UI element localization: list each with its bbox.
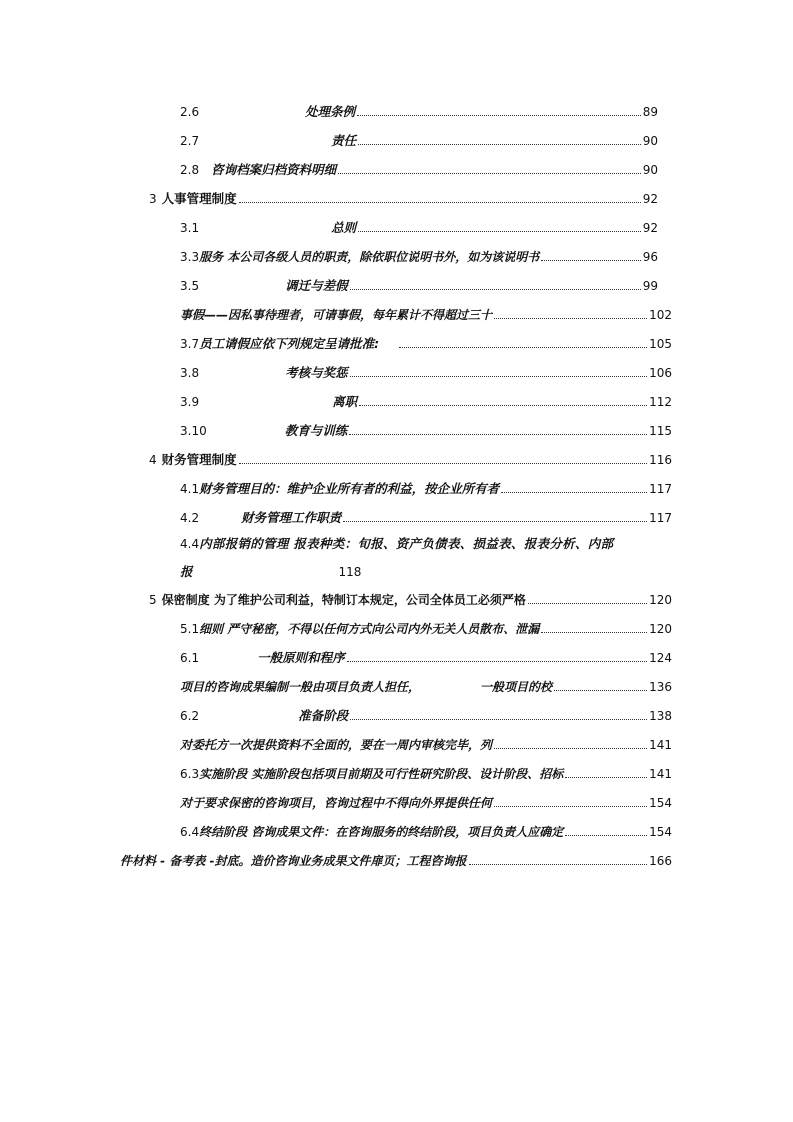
toc-entry[interactable] [180,129,658,149]
toc-entry-page: 92 [642,192,658,206]
toc-entry[interactable] [180,477,672,497]
toc-entry[interactable] [180,274,658,294]
dot-leader [350,289,641,290]
toc-entry-page: 99 [642,279,658,293]
toc-entry-page: 117 [649,511,672,525]
toc-entry-page: 116 [649,453,672,467]
toc-entry[interactable] [180,646,672,666]
toc-entry[interactable] [180,390,672,410]
toc-entry-title: 员工请假应依下列规定呈请批准: [199,336,380,351]
toc-entry-page: 120 [649,622,672,636]
toc-entry-number: 3.7 [180,337,200,351]
toc-entry-page: 120 [649,593,672,607]
toc-entry-title: 总则 [331,220,357,235]
toc-entry-number: 6.1 [180,651,200,665]
toc-entry-number: 6.2 [180,709,200,723]
toc-entry-page: 89 [642,105,658,119]
dot-leader [399,347,647,348]
toc-entry-page: 105 [649,337,672,351]
dot-leader [343,521,647,522]
toc-entry[interactable] [180,303,672,323]
toc-entry-title: 件材料 - 备考表 -封底。造价咨询业务成果文件扉页；工程咨询报 [120,854,467,868]
toc-entry-number: 6.3 [180,767,200,781]
toc-entry-page: 90 [642,134,658,148]
toc-entry-title: 事假——因私事待理者，可请事假，每年累计不得超过三十 [180,308,493,322]
toc-entry-page: 118 [338,565,362,579]
dot-leader [528,603,647,604]
toc-entry[interactable] [180,216,658,236]
dot-leader [494,748,647,749]
toc-entry[interactable] [180,332,672,352]
toc-entry-title: 细则 严守秘密，不得以任何方式向公司内外无关人员散布、泄漏 [199,622,540,636]
toc-entry-number: 3.10 [180,424,207,438]
toc-entry-title: 责任 [331,133,357,148]
toc-entry[interactable] [180,820,672,840]
toc-entry-number: 4.1 [180,482,200,496]
dot-leader [358,144,641,145]
toc-entry-multiline[interactable] [180,530,672,586]
toc-entry-title: 财务管理工作职责 [241,510,342,525]
toc-entry-page: 154 [649,796,672,810]
toc-entry[interactable] [149,588,672,608]
dot-leader [541,632,647,633]
dot-leader [338,173,641,174]
toc-entry-number: 5.1 [180,622,200,636]
toc-entry[interactable] [180,733,672,753]
toc-entry-title: 内部报销的管理 报表种类：旬报、资产负债表、损益表、报表分析、内部 [199,536,614,551]
toc-entry-page: 117 [649,482,672,496]
toc-entry-title: 教育与训练 [284,423,348,438]
toc-entry-page: 138 [649,709,672,723]
toc-entry-title: 准备阶段 [298,708,349,723]
toc-entry-number: 3.9 [180,395,200,409]
dot-leader [349,434,647,435]
toc-entry-page: 96 [642,250,658,264]
toc-entry-page: 90 [642,163,658,177]
toc-entry[interactable] [149,187,658,207]
toc-entry-title: 财务管理制度 [161,452,237,467]
toc-entry-number: 4.2 [180,511,200,525]
toc-entry-title: 服务 本公司各级人员的职责，除依职位说明书外，如为该说明书 [199,250,540,264]
dot-leader [347,661,647,662]
toc-entry-page: 102 [649,308,672,322]
toc-entry-number: 4.4 [180,537,200,551]
dot-leader [350,719,647,720]
toc-entry-title: 咨询档案归档资料明细 [211,162,337,177]
toc-entry-title: 调迁与差假 [285,278,348,293]
toc-entry-title: 对于要求保密的咨询项目，咨询过程中不得向外界提供任何 [180,796,493,810]
toc-entry-number: 2.7 [180,134,200,148]
toc-entry[interactable] [120,849,672,869]
dot-leader [350,376,647,377]
toc-entry[interactable] [180,762,672,782]
dot-leader [494,318,647,319]
toc-entry-number: 5 [149,593,157,607]
toc-entry-title: 人事管理制度 [161,191,237,206]
dot-leader [239,202,641,203]
dot-leader [469,864,648,865]
toc-entry-number: 3 [149,192,157,206]
dot-leader [541,260,640,261]
toc-entry-number: 6.4 [180,825,200,839]
toc-entry-page: 166 [649,854,672,868]
dot-leader [554,690,647,691]
toc-entry-title: 财务管理目的：维护企业所有者的利益，按企业所有者 [199,481,500,496]
toc-entry[interactable] [180,675,672,695]
toc-entry-number: 2.8 [180,163,200,177]
toc-entry-number: 3.5 [180,279,200,293]
toc-entry[interactable] [180,419,672,439]
toc-entry-title: 离职 [332,394,358,409]
dot-leader [565,835,647,836]
dot-leader [359,405,647,406]
toc-entry-title-continued: 报 [180,564,193,579]
toc-entry-page: 136 [649,680,672,694]
toc-entry-page: 154 [649,825,672,839]
toc-entry-page: 141 [649,738,672,752]
toc-entry-title: 一般原则和程序 [257,650,345,665]
toc-entry-number: 3.1 [180,221,200,235]
toc-entry[interactable] [180,100,658,120]
toc-entry[interactable] [180,617,672,637]
toc-entry[interactable] [180,245,658,265]
toc-entry[interactable] [180,361,672,381]
dot-leader [494,806,647,807]
toc-entry-page: 115 [649,424,672,438]
toc-entry-number: 3.8 [180,366,200,380]
toc-entry-title: 终结阶段 咨询成果文件：在咨询服务的终结阶段，项目负责人应确定 [199,825,564,839]
toc-entry-page: 112 [649,395,672,409]
toc-entry-title: 对委托方一次提供资料不全面的，要在一周内审核完毕，列 [180,738,493,752]
toc-entry-number: 3.3 [180,250,200,264]
toc-entry[interactable] [180,158,658,178]
toc-entry-number: 2.6 [180,105,200,119]
dot-leader [357,115,641,116]
toc-entry-page: 106 [649,366,672,380]
toc-entry-title: 实施阶段 实施阶段包括项目前期及可行性研究阶段、设计阶段、招标 [199,767,564,781]
toc-entry[interactable] [180,506,672,526]
dot-leader [501,492,647,493]
toc-entry[interactable] [180,704,672,724]
toc-entry-title: 处理条例 [305,104,356,119]
toc-entry[interactable] [149,448,672,468]
toc-entry-page: 141 [649,767,672,781]
dot-leader [239,463,647,464]
dot-leader [565,777,647,778]
toc-entry-page: 124 [649,651,672,665]
toc-entry-number: 4 [149,453,157,467]
toc-entry-title-continued: 一般项目的校 [480,680,553,694]
toc-entry-page: 92 [642,221,658,235]
toc-entry-title: 考核与奖惩 [285,365,348,380]
toc-entry-title: 项目的咨询成果编制一般由项目负责人担任， [180,680,421,694]
toc-entry-title: 保密制度 为了维护公司利益，特制订本规定，公司全体员工必须严格 [161,593,526,607]
toc-entry[interactable] [180,791,672,811]
dot-leader [358,231,641,232]
